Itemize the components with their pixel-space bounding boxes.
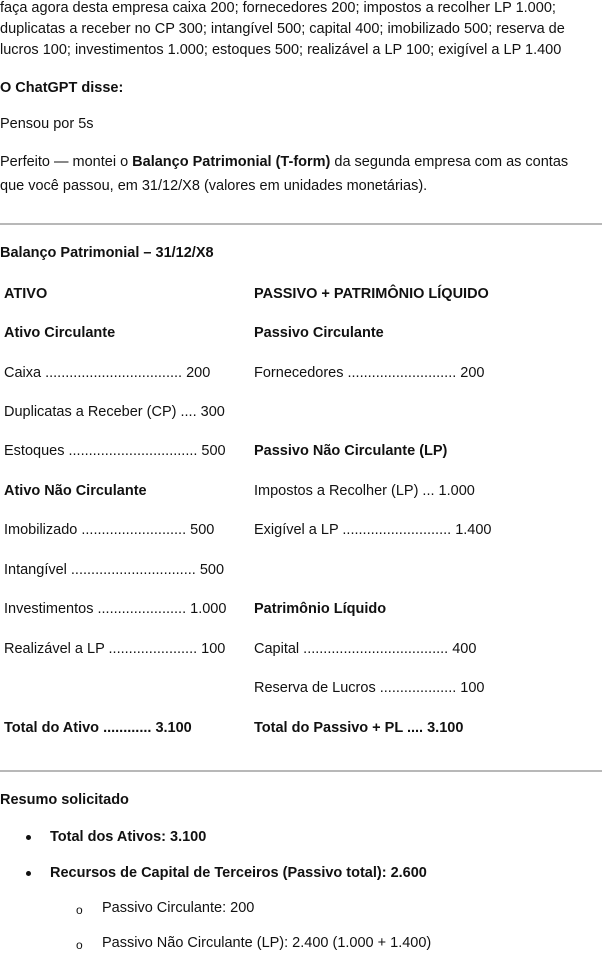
current-assets-header: Ativo Circulante [4, 325, 116, 341]
balance-sheet-title: Balanço Patrimonial – 31/12/X8 [0, 245, 214, 261]
current-liabilities-header: Passivo Circulante [254, 325, 384, 341]
divider [0, 770, 602, 772]
summary-title: Resumo solicitado [0, 792, 129, 808]
summary-bullet-1: Total dos Ativos: 3.100 [50, 829, 207, 845]
response-text-2: da segunda empresa com as contas [330, 154, 569, 170]
realizavel-row: Realizável a LP ...................... 100 [4, 641, 226, 657]
response-intro [0, 150, 600, 198]
caixa-row: Caixa .................................. 200 [4, 365, 211, 381]
liabilities-header: PASSIVO + PATRIMÔNIO LÍQUIDO [254, 286, 489, 302]
noncurrent-liabilities-header: Passivo Não Circulante (LP) [254, 443, 448, 459]
duplicatas-row: Duplicatas a Receber (CP) .... 300 [4, 404, 225, 420]
prompt-line-2: duplicatas a receber no CP 300; intangível 500; capital 400; imobilizado 500; reserva de [0, 21, 565, 37]
prompt-line-1: faça agora desta empresa caixa 200; fornecedores 200; impostos a recolher LP 1.000; [0, 0, 556, 16]
assistant-label: O ChatGPT disse: [0, 80, 124, 96]
capital-row: Capital .................................... 400 [254, 641, 477, 657]
response-text-3: que você passou, em 31/12/X8 (valores em unidades monetárias). [0, 178, 428, 194]
response-bold: Balanço Patrimonial (T-form) [132, 154, 331, 170]
reserva-row: Reserva de Lucros ................... 100 [254, 680, 485, 696]
summary-sub-1: Passivo Circulante: 200 [102, 900, 255, 916]
estoques-row: Estoques ................................ 500 [4, 443, 226, 459]
sub-bullet-marker: o [76, 938, 83, 952]
total-liabilities-equity: Total do Passivo + PL .... 3.100 [254, 720, 464, 736]
divider [0, 223, 602, 225]
summary-bullet-2: Recursos de Capital de Terceiros (Passivo total): 2.600 [50, 865, 427, 881]
summary-sub-2: Passivo Não Circulante (LP): 2.400 (1.000 + 1.400) [102, 935, 432, 951]
response-text-1: Perfeito — montei o [0, 154, 133, 170]
bullet-dot [26, 835, 31, 840]
sub-bullet-marker: o [76, 903, 83, 917]
thinking-indicator[interactable]: Pensou por 5s [0, 116, 94, 132]
imobilizado-row: Imobilizado .......................... 500 [4, 522, 215, 538]
fornecedores-row: Fornecedores ........................... 200 [254, 365, 485, 381]
bullet-dot [26, 871, 31, 876]
noncurrent-assets-header: Ativo Não Circulante [4, 483, 147, 499]
impostos-row: Impostos a Recolher (LP) ... 1.000 [254, 483, 475, 499]
total-assets: Total do Ativo ............ 3.100 [4, 720, 192, 736]
prompt-line-3: lucros 100; investimentos 1.000; estoques 500; realizável a LP 100; exigível a LP 1.400 [0, 42, 562, 58]
equity-header: Patrimônio Líquido [254, 601, 387, 617]
assets-header: ATIVO [4, 286, 48, 302]
exigivel-row: Exigível a LP ........................... 1.400 [254, 522, 492, 538]
intangivel-row: Intangível ............................... 500 [4, 562, 225, 578]
user-prompt [0, 0, 600, 61]
investimentos-row: Investimentos ...................... 1.000 [4, 601, 227, 617]
